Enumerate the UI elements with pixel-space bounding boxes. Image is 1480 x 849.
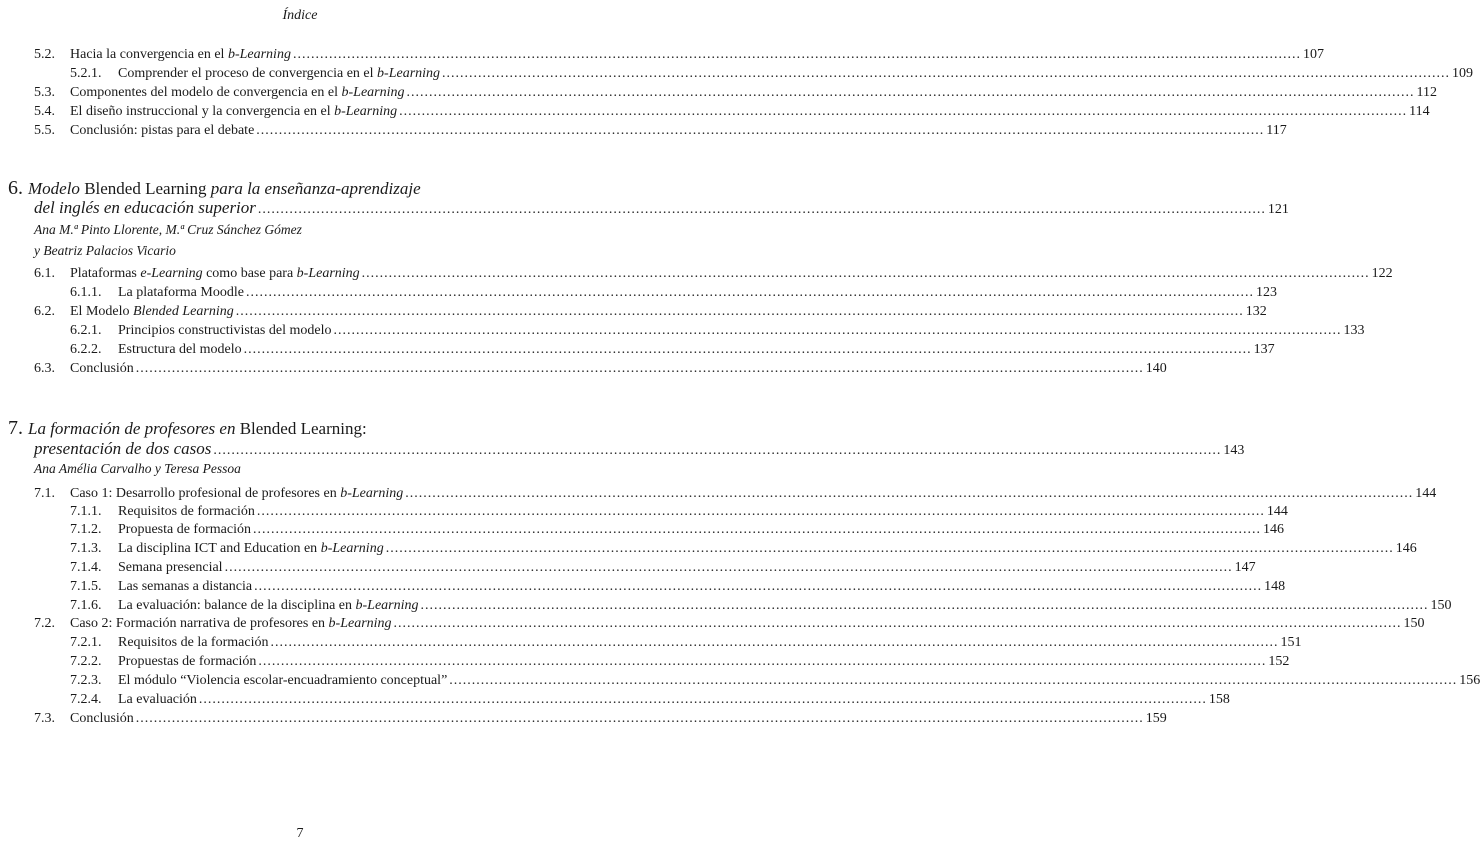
title-segment: La plataforma Moodle	[118, 285, 244, 300]
running-header: Índice	[282, 8, 318, 23]
entry-number: 7.1.6.	[70, 598, 102, 613]
entry-title	[70, 360, 134, 378]
dot-leader	[386, 540, 1394, 558]
dot-leader	[199, 691, 1207, 709]
title-segment: b-Learning	[355, 598, 419, 613]
entry-number: 6.1.	[34, 266, 55, 281]
chapter-title-cont: presentación de dos casos	[34, 439, 212, 458]
entry-page: 114	[1409, 104, 1430, 119]
dot-leader	[136, 360, 1144, 378]
dot-leader	[244, 341, 1252, 359]
entry-title	[70, 615, 392, 633]
page-number: 7	[296, 826, 304, 841]
entry-title	[118, 691, 197, 709]
entry-page: 144	[1266, 504, 1288, 519]
title-segment: Beatriz Palacios Vicario	[43, 243, 176, 258]
entry-page: 147	[1234, 560, 1256, 575]
toc-entry[interactable]	[70, 672, 1480, 690]
entry-number: 7.1.5.	[70, 579, 102, 594]
toc-entry[interactable]	[34, 615, 1425, 633]
entry-title	[118, 578, 252, 596]
toc-entry[interactable]	[70, 341, 1275, 359]
entry-page: 123	[1255, 285, 1277, 300]
title-segment: Modelo	[28, 179, 80, 198]
title-segment: Blended Learning	[79, 179, 211, 198]
dot-leader	[293, 46, 1301, 64]
entry-page: 146	[1395, 541, 1417, 556]
title-segment: Componentes del modelo de convergencia en el	[70, 85, 342, 100]
toc-entry[interactable]	[34, 265, 1393, 283]
chapter-title-cont: del inglés en educación superior	[34, 198, 256, 217]
title-segment: Caso 1: Desarrollo profesional de profesores en	[70, 486, 341, 501]
title-segment: b-Learning	[296, 266, 360, 281]
title-segment: Conclusión	[70, 711, 134, 726]
entry-title	[118, 634, 268, 652]
toc-entry[interactable]	[70, 634, 1302, 652]
entry-number: 6.3.	[34, 361, 55, 376]
toc-entry[interactable]	[70, 559, 1256, 577]
dot-leader	[270, 634, 1278, 652]
entry-number: 6.1.1.	[70, 285, 102, 300]
toc-entry[interactable]	[70, 322, 1365, 340]
entry-title	[118, 597, 419, 615]
title-segment: El diseño instruccional y la convergencia en el	[70, 104, 335, 119]
title-segment: El módulo “Violencia escolar-encuadramiento conceptual”	[118, 673, 448, 688]
toc-entry[interactable]	[34, 122, 1287, 140]
entry-page: 140	[1145, 361, 1167, 376]
entry-page: 122	[1371, 266, 1393, 281]
entry-page: 109	[1452, 66, 1474, 81]
entry-page: 112	[1416, 85, 1437, 100]
entry-number: 6.2.2.	[70, 342, 102, 357]
title-segment: Principios constructivistas del modelo	[118, 323, 332, 338]
dot-leader	[225, 559, 1233, 577]
entry-title	[70, 84, 405, 102]
dot-leader	[258, 653, 1266, 671]
entry-number: 7.1.3.	[70, 541, 102, 556]
entry-title	[118, 65, 440, 83]
entry-number: 5.2.	[34, 47, 55, 62]
toc-entry[interactable]	[70, 597, 1452, 615]
title-segment: Blended Learning	[133, 304, 234, 319]
entry-page: 133	[1343, 323, 1365, 338]
dot-leader	[254, 578, 1262, 596]
dot-leader	[405, 485, 1413, 503]
toc-entry[interactable]	[70, 521, 1284, 539]
title-segment: para la enseñanza-aprendizaje	[210, 179, 421, 198]
entry-page: 151	[1280, 635, 1302, 650]
title-segment: como base para	[202, 266, 297, 281]
title-segment: b-Learning	[328, 616, 392, 631]
title-segment: Semana presencial	[118, 560, 223, 575]
entry-page: 152	[1268, 654, 1290, 669]
title-segment: Propuestas de formación	[118, 654, 257, 669]
toc-entry[interactable]	[34, 710, 1167, 728]
toc-entry[interactable]	[34, 84, 1437, 102]
chapter-title-line2[interactable]	[34, 439, 1245, 460]
entry-number: 7.2.3.	[70, 673, 102, 688]
toc-entry[interactable]	[34, 360, 1167, 378]
entry-page: 146	[1262, 522, 1284, 537]
entry-title	[70, 303, 234, 321]
entry-title	[118, 503, 255, 521]
dot-leader	[236, 303, 1244, 321]
toc-entry[interactable]	[70, 503, 1288, 521]
title-segment: b-Learning	[341, 85, 405, 100]
toc-entry[interactable]	[34, 303, 1267, 321]
entry-title	[70, 485, 403, 503]
dot-leader	[449, 672, 1457, 690]
entry-page: 117	[1266, 123, 1287, 138]
dot-leader	[257, 503, 1265, 521]
dot-leader	[136, 710, 1144, 728]
title-segment: b-Learning	[377, 66, 441, 81]
entry-page: 158	[1208, 692, 1230, 707]
title-segment: La evaluación	[118, 692, 197, 707]
title-segment: y	[151, 461, 165, 476]
entry-number: 7.1.	[34, 486, 55, 501]
title-segment: b-Learning	[227, 47, 291, 62]
title-segment: La disciplina ICT and Education en	[118, 541, 321, 556]
entry-title	[70, 46, 291, 64]
entry-number: 7.2.2.	[70, 654, 102, 669]
chapter-authors	[34, 242, 176, 260]
entry-number: 7.2.1.	[70, 635, 102, 650]
title-segment: y	[34, 243, 44, 258]
title-segment: b-Learning	[340, 486, 404, 501]
title-segment: Hacia la convergencia en el	[70, 47, 228, 62]
title-segment: Propuesta de formación	[118, 522, 251, 537]
toc-entry[interactable]	[70, 691, 1230, 709]
title-segment: Ana Amélia Carvalho	[34, 461, 152, 476]
dot-leader	[442, 65, 1450, 83]
entry-title	[70, 710, 134, 728]
entry-page: 159	[1145, 711, 1167, 726]
entry-page: 150	[1403, 616, 1425, 631]
toc-entry[interactable]	[70, 653, 1290, 671]
toc-entry[interactable]	[70, 578, 1286, 596]
dot-leader	[246, 284, 1254, 302]
entry-title	[70, 122, 254, 140]
toc-entry[interactable]	[70, 65, 1474, 83]
entry-title	[70, 103, 397, 121]
entry-title	[118, 341, 242, 359]
chapter-authors: Ana M.ª Pinto Llorente, M.ª Cruz Sánchez Gómez	[34, 222, 302, 237]
dot-leader	[407, 84, 1415, 102]
dot-leader	[421, 597, 1429, 615]
dot-leader	[333, 322, 1341, 340]
title-segment: Las semanas a distancia	[118, 579, 253, 594]
title-segment: Caso 2: Formación narrativa de profesores en	[70, 616, 329, 631]
entry-title	[118, 672, 447, 690]
entry-page: 148	[1264, 579, 1286, 594]
entry-number: 6.2.1.	[70, 323, 102, 338]
toc-entry[interactable]	[34, 103, 1430, 121]
entry-title	[118, 322, 331, 340]
chapter-page: 143	[1223, 443, 1245, 458]
entry-number: 7.3.	[34, 711, 55, 726]
dot-leader	[258, 201, 1266, 219]
dot-leader	[399, 103, 1407, 121]
title-segment: b-Learning	[320, 541, 384, 556]
entry-page: 107	[1302, 47, 1324, 62]
entry-title	[70, 265, 360, 283]
entry-number: 7.2.	[34, 616, 55, 631]
chapter-authors	[34, 460, 241, 478]
entry-number: 6.2.	[34, 304, 55, 319]
chapter-title[interactable]	[8, 418, 367, 439]
title-segment: Requisitos de la formación	[118, 635, 269, 650]
chapter-title-line2[interactable]	[34, 198, 1289, 219]
dot-leader	[213, 442, 1221, 460]
entry-title	[118, 284, 244, 302]
entry-number: 5.5.	[34, 123, 55, 138]
dot-leader	[253, 521, 1261, 539]
title-segment: El Modelo	[70, 304, 133, 319]
entry-number: 5.4.	[34, 104, 55, 119]
title-segment: La evaluación: balance de la disciplina en	[118, 598, 356, 613]
title-segment: Blended Learning:	[235, 419, 367, 438]
dot-leader	[394, 615, 1402, 633]
title-segment: Comprender el proceso de convergencia en el	[118, 66, 378, 81]
entry-title	[118, 559, 223, 577]
title-segment: Plataformas	[70, 266, 141, 281]
chapter-number: 6.	[8, 177, 28, 199]
title-segment: Requisitos de formación	[118, 504, 255, 519]
entry-page: 150	[1430, 598, 1452, 613]
dot-leader	[362, 265, 1370, 283]
toc-entry[interactable]	[70, 284, 1277, 302]
entry-title	[118, 653, 256, 671]
toc-entry[interactable]	[34, 46, 1324, 64]
entry-page: 132	[1245, 304, 1267, 319]
entry-number: 5.2.1.	[70, 66, 102, 81]
toc-entry[interactable]	[70, 540, 1417, 558]
entry-page: 144	[1415, 486, 1437, 501]
entry-number: 5.3.	[34, 85, 55, 100]
title-segment: b-Learning	[334, 104, 398, 119]
entry-page: 137	[1253, 342, 1275, 357]
title-segment: Teresa Pessoa	[164, 461, 241, 476]
chapter-page: 121	[1267, 202, 1289, 217]
entry-number: 7.1.2.	[70, 522, 102, 537]
entry-page: 156	[1459, 673, 1480, 688]
title-segment: La formación de profesores en	[28, 419, 236, 438]
toc-entry[interactable]	[34, 485, 1437, 503]
chapter-title[interactable]	[8, 178, 421, 199]
entry-number: 7.1.1.	[70, 504, 102, 519]
title-segment: Conclusión: pistas para el debate	[70, 123, 255, 138]
entry-number: 7.2.4.	[70, 692, 102, 707]
title-segment: e-Learning	[140, 266, 203, 281]
title-segment: Conclusión	[70, 361, 134, 376]
entry-number: 7.1.4.	[70, 560, 102, 575]
dot-leader	[256, 122, 1264, 140]
entry-title	[118, 521, 251, 539]
title-segment: Estructura del modelo	[118, 342, 242, 357]
entry-title	[118, 540, 384, 558]
chapter-number: 7.	[8, 417, 28, 439]
